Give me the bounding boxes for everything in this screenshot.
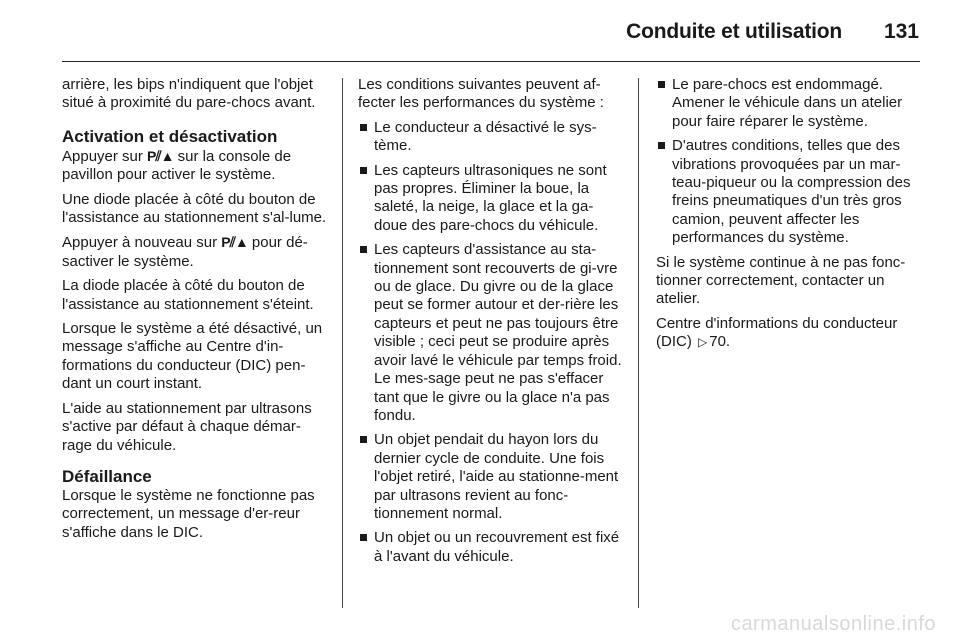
deactivation-text-before: Appuyer à nouveau sur [62, 234, 218, 252]
activation-paragraph [62, 147, 330, 185]
list-item: D'autres conditions, telles que des vibrations provoquées par un mar-teau-piqueur ou la compression des freins pneumatiques d'un très gros camion, peuvent affecter les performances du système. [656, 137, 922, 247]
column-1 [62, 76, 330, 548]
page-header [0, 0, 960, 62]
section-heading-activation: Activation et désactivation [62, 126, 278, 146]
dic-reference-text: Centre d'informations du conducteur (DIC) [656, 314, 898, 351]
section-heading-failure: Défaillance [62, 466, 152, 486]
page-reference-icon: ▷ [698, 335, 708, 350]
list-item: Le pare-chocs est endommagé. Amener le véhicule dans un atelier pour faire réparer le système. [656, 76, 922, 131]
list-item: Un objet pendait du hayon lors du dernier cycle de conduite. Une fois l'objet retiré, l'aide au stationne-ment par ultrasons revient au fonc-tionnement normal. [358, 431, 624, 523]
page-title: Conduite et utilisation [626, 20, 842, 43]
column-3 [656, 76, 922, 358]
park-assist-icon: P⫽▲ [221, 234, 248, 251]
header-rule [62, 61, 920, 62]
column-divider-2 [638, 78, 639, 608]
activation-text-before: Appuyer sur [62, 147, 143, 165]
dic-reference-page: 70. [709, 333, 731, 351]
contact-workshop-paragraph: Si le système continue à ne pas fonc-tionner correctement, contacter un atelier. [656, 253, 906, 308]
default-activation-paragraph: L'aide au stationnement par ultrasons s'active par défaut à chaque démar-rage du véhicule. [62, 399, 312, 454]
deactivation-paragraph [62, 233, 330, 271]
park-assist-icon: P⫽▲ [147, 147, 174, 164]
intro-paragraph: arrière, les bips n'indiquent que l'objet situé à proximité du pare-chocs avant. [62, 76, 316, 112]
dic-message-paragraph: Lorsque le système a été désactivé, un message s'affiche au Centre d'in-formations du conducteur (DIC) pen-dant un court instant. [62, 320, 323, 393]
bullet-icon [360, 167, 367, 174]
conditions-intro: Les conditions suivantes peuvent af-fecter les performances du système : [358, 76, 604, 112]
watermark: carmanualsonline.info [730, 613, 936, 635]
conditions-list-continued [656, 76, 922, 248]
bullet-icon [360, 436, 367, 443]
bullet-icon [360, 534, 367, 541]
column-divider-1 [342, 78, 343, 608]
list-item: Un objet ou un recouvrement est fixé à l'avant du véhicule. [358, 529, 624, 566]
activation-text-after: sur la console de pavillon pour activer le système. [62, 147, 292, 184]
column-2 [358, 76, 624, 572]
failure-paragraph: Lorsque le système ne fonctionne pas correctement, un message d'er-reur s'affiche dans le DIC. [62, 486, 315, 541]
page-number: 131 [883, 20, 919, 43]
dic-reference-paragraph [656, 315, 922, 352]
bullet-icon [360, 246, 367, 253]
bullet-icon [658, 142, 665, 149]
conditions-list [358, 119, 624, 566]
bullet-icon [658, 81, 665, 88]
list-item: Le conducteur a désactivé le sys-tème. [358, 119, 624, 156]
diode-off-paragraph: La diode placée à côté du bouton de l'assistance au stationnement s'éteint. [62, 277, 314, 313]
list-item: Les capteurs d'assistance au sta-tionnement sont recouverts de gi-vre ou de glace. Du givre ou de la glace peut se former autour et der-rière les capteurs et peut ne pas toujours être visible ; ceci peut se produire après avoir lavé le véhicule par temps froid. Le mes-sage peut ne pas s'effacer tant que le givre ou la glace n'a pas fondu. [358, 241, 624, 425]
list-item: Les capteurs ultrasoniques ne sont pas propres. Éliminer la boue, la saleté, la neige, la glace et la ga-doue des pare-chocs du véhicule. [358, 162, 624, 236]
diode-on-paragraph: Une diode placée à côté du bouton de l'assistance au stationnement s'al-lume. [62, 190, 327, 227]
deactivation-text-after: pour dé-sactiver le système. [62, 234, 308, 270]
bullet-icon [360, 124, 367, 131]
